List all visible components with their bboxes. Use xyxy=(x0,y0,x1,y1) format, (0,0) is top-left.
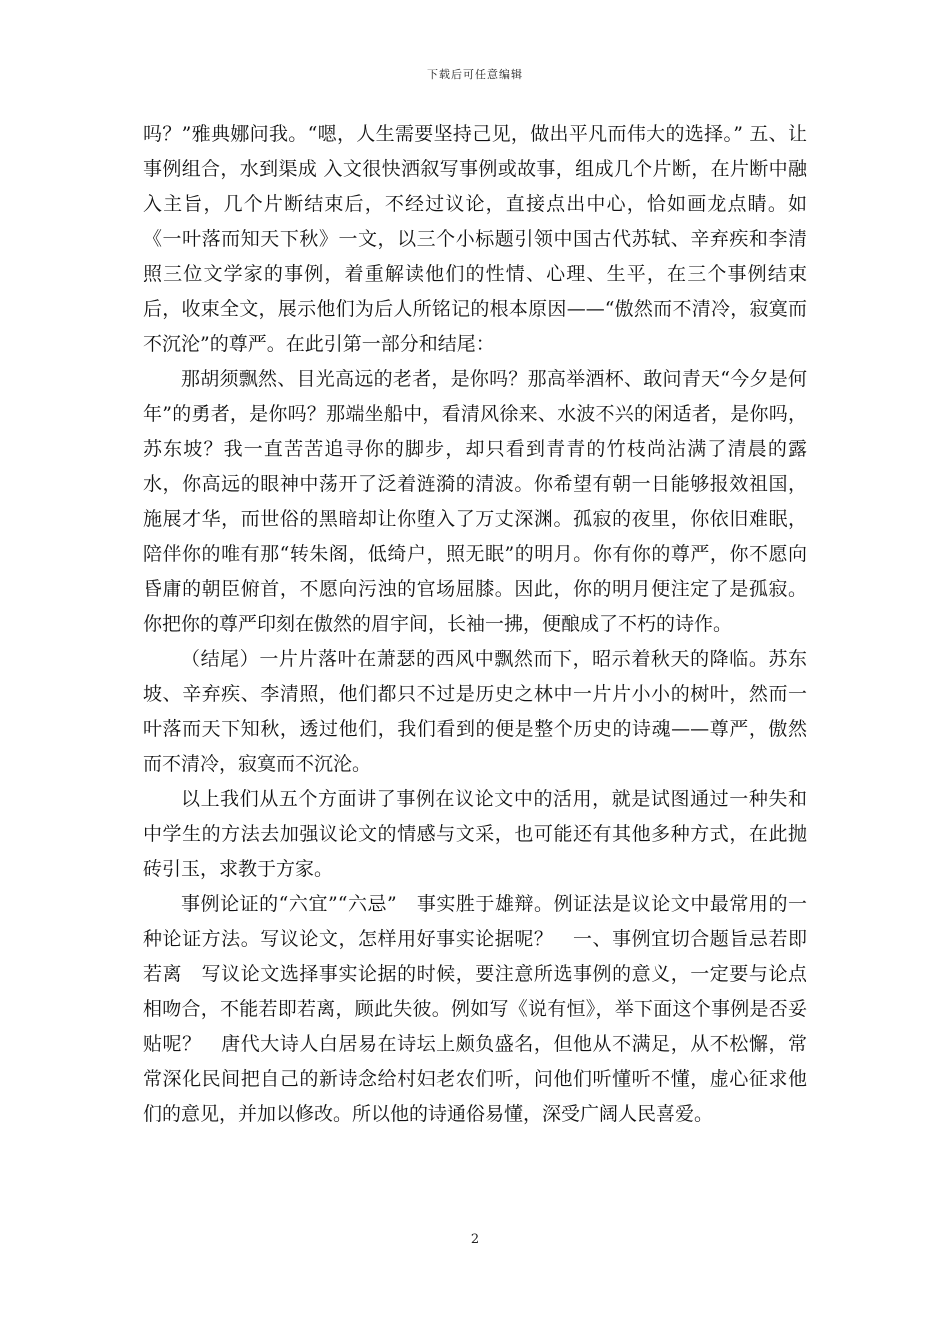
paragraph-intro: 吗？”雅典娜问我。“嗯，人生需要坚持己见，做出平凡而伟大的选择。” 五、让事例组合，水到渠成 入文很快洒叙写事例或故事，组成几个片断，在片断中融入主旨，几个片断结束后，不经过议论，直接点出中心，恰如画龙点睛。如《一叶落而知天下秋》一文，以三个小标题引领中国古代苏轼、辛弃疾和李清照三位文学家的事例，着重解读他们的性情、心理、生平，在三个事例结束后，收束全文，展示他们为后人所铭记的根本原因——“傲然而不清冷，寂寞而不沉沦”的尊严。在此引第一部分和结尾： xyxy=(143,123,807,355)
paragraph-summary: 以上我们从五个方面讲了事例在议论文中的活用，就是试图通过一种失和中学生的方法去加强议论文的情感与文采，也可能还有其他多种方式，在此抛砖引玉，求教于方家。 xyxy=(143,788,807,880)
document-body xyxy=(143,117,807,1132)
paragraph-su-dongpo: 那胡须飘然、目光高远的老者，是你吗？那高举酒杯、敢问青天“今夕是何年”的勇者，是你吗？那端坐船中，看清风徐来、水波不兴的闲适者，是你吗，苏东坡？我一直苦苦追寻你的脚步，却只看到青青的竹枝尚沾满了清晨的露水，你高远的眼神中荡开了泛着涟漪的清波。你希望有朝一日能够报效祖国，施展才华，而世俗的黑暗却让你堕入了万丈深渊。孤寂的夜里，你依旧难眠，陪伴你的唯有那“转朱阁，低绮户，照无眠”的明月。你有你的尊严，你不愿向昏庸的朝臣俯首，不愿向污浊的官场屈膝。因此，你的明月便注定了是孤寂。你把你的尊严印刻在傲然的眉宇间，长袖一拂，便酿成了不朽的诗作。 xyxy=(143,368,807,635)
paragraph-six-rules: 事例论证的“六宜”“六忌” 事实胜于雄辩。例证法是议论文中最常用的一种论证方法。写议论文，怎样用好事实论据呢？ 一、事例宜切合题旨忌若即若离 写议论文选择事实论据的时候，要注意所选事例的意义，一定要与论点相吻合，不能若即若离，顾此失彼。例如写《说有恒》，举下面这个事例是否妥贴呢？ 唐代大诗人白居易在诗坛上颇负盛名，但他从不满足，从不松懈，常常深化民间把自己的新诗念给村妇老农们听，问他们听懂听不懂，虚心征求他们的意见，并加以修改。所以他的诗通俗易懂，深受广阔人民喜爱。 xyxy=(143,893,807,1125)
paragraph-ending: （结尾）一片片落叶在萧瑟的西风中飘然而下，昭示着秋天的降临。苏东坡、辛弃疾、李清照，他们都只不过是历史之林中一片片小小的树叶，然而一叶落而天下知秋，透过他们，我们看到的便是整个历史的诗魂——尊严，傲然而不清冷，寂寞而不沉沦。 xyxy=(143,648,807,775)
page-header: 下载后可任意编辑 xyxy=(427,68,523,81)
page-number: 2 xyxy=(470,1232,480,1247)
